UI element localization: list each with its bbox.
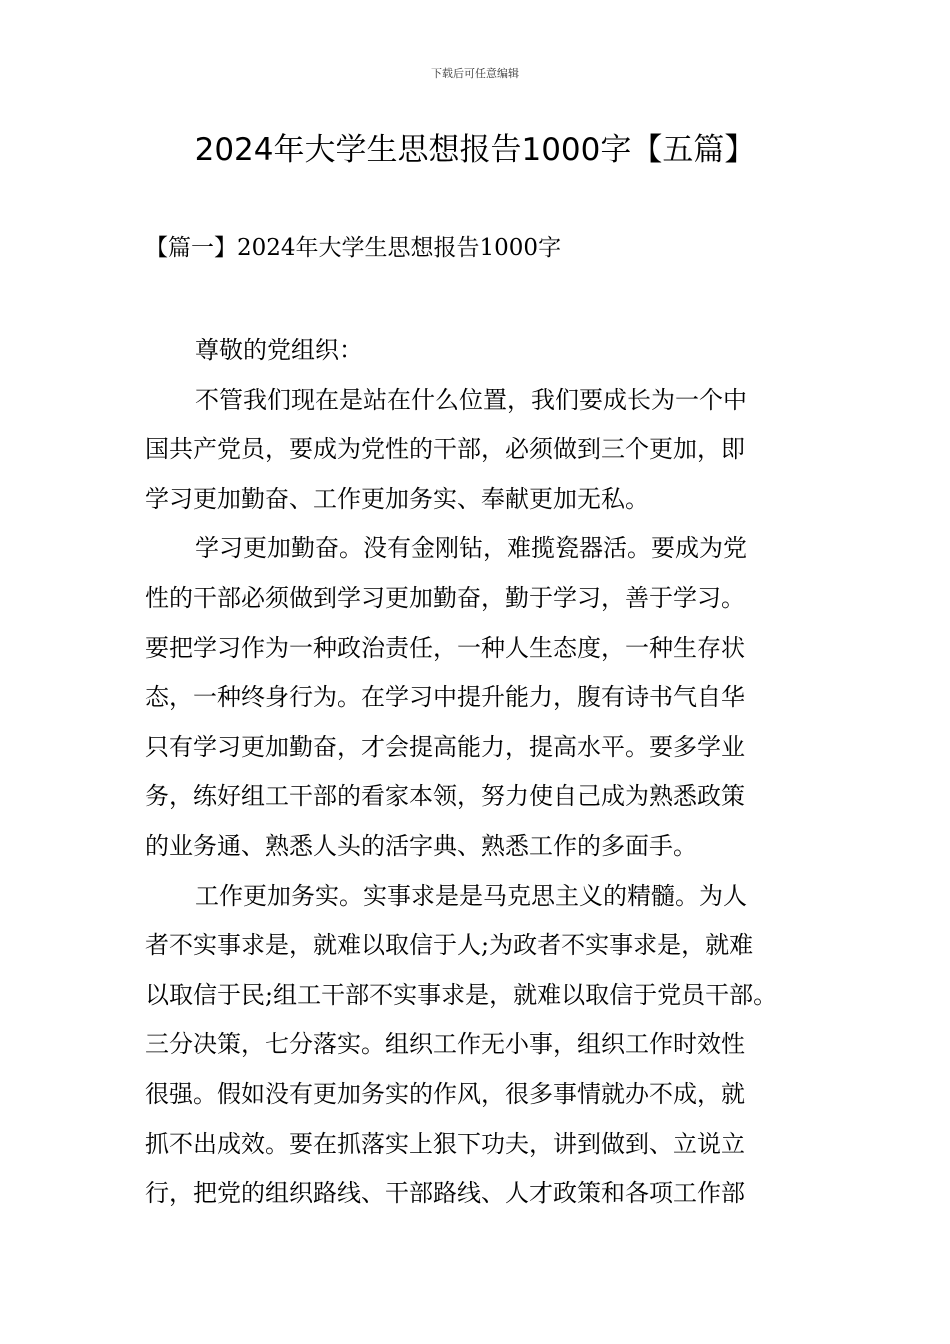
paragraph	[145, 524, 835, 871]
header-note: 下载后可任意编辑	[431, 67, 519, 80]
paragraph-line: 的业务通、熟悉人头的活字典、熟悉工作的多面手。	[145, 831, 697, 860]
section-heading: 【篇一】2024年大学生思想报告1000字	[145, 235, 562, 261]
salutation-line: 尊敬的党组织：	[195, 336, 363, 364]
paragraph-line: 国共产党员，要成为党性的干部，必须做到三个更加，即	[145, 435, 745, 464]
paragraph-line: 工作更加务实。实事求是是马克思主义的精髓。为人	[195, 881, 747, 910]
paragraph-line: 务，练好组工干部的看家本领，努力使自己成为熟悉政策	[145, 782, 745, 811]
paragraph-line: 要把学习作为一种政治责任，一种人生态度，一种生存状	[145, 633, 745, 662]
paragraph-line: 性的干部必须做到学习更加勤奋，勤于学习，善于学习。	[145, 583, 745, 612]
paragraph	[145, 376, 835, 525]
paragraph-line: 只有学习更加勤奋，才会提高能力，提高水平。要多学业	[145, 732, 745, 761]
paragraph-line: 不管我们现在是站在什么位置，我们要成长为一个中	[195, 385, 747, 414]
body-text	[145, 326, 835, 1219]
paragraph-line: 学习更加勤奋、工作更加务实、奉献更加无私。	[145, 484, 649, 513]
paragraph-line: 态，一种终身行为。在学习中提升能力，腹有诗书气自华	[145, 683, 745, 712]
paragraph-line: 学习更加勤奋。没有金刚钻，难揽瓷器活。要成为党	[195, 534, 747, 563]
paragraph-line: 行，把党的组织路线、干部路线、人才政策和各项工作部	[145, 1179, 745, 1208]
salutation	[145, 326, 835, 376]
paragraph-line: 三分决策，七分落实。组织工作无小事，组织工作时效性	[145, 1030, 745, 1059]
paragraph-line: 抓不出成效。要在抓落实上狠下功夫，讲到做到、立说立	[145, 1129, 745, 1158]
paragraph-line: 者不实事求是，就难以取信于人;为政者不实事求是，就难	[145, 931, 754, 960]
paragraph-line: 以取信于民;组工干部不实事求是，就难以取信于党员干部。	[145, 980, 778, 1009]
paragraph	[145, 872, 835, 1219]
paragraph-line: 很强。假如没有更加务实的作风，很多事情就办不成，就	[145, 1079, 745, 1108]
document-title: 2024年大学生思想报告1000字【五篇】	[194, 132, 756, 168]
